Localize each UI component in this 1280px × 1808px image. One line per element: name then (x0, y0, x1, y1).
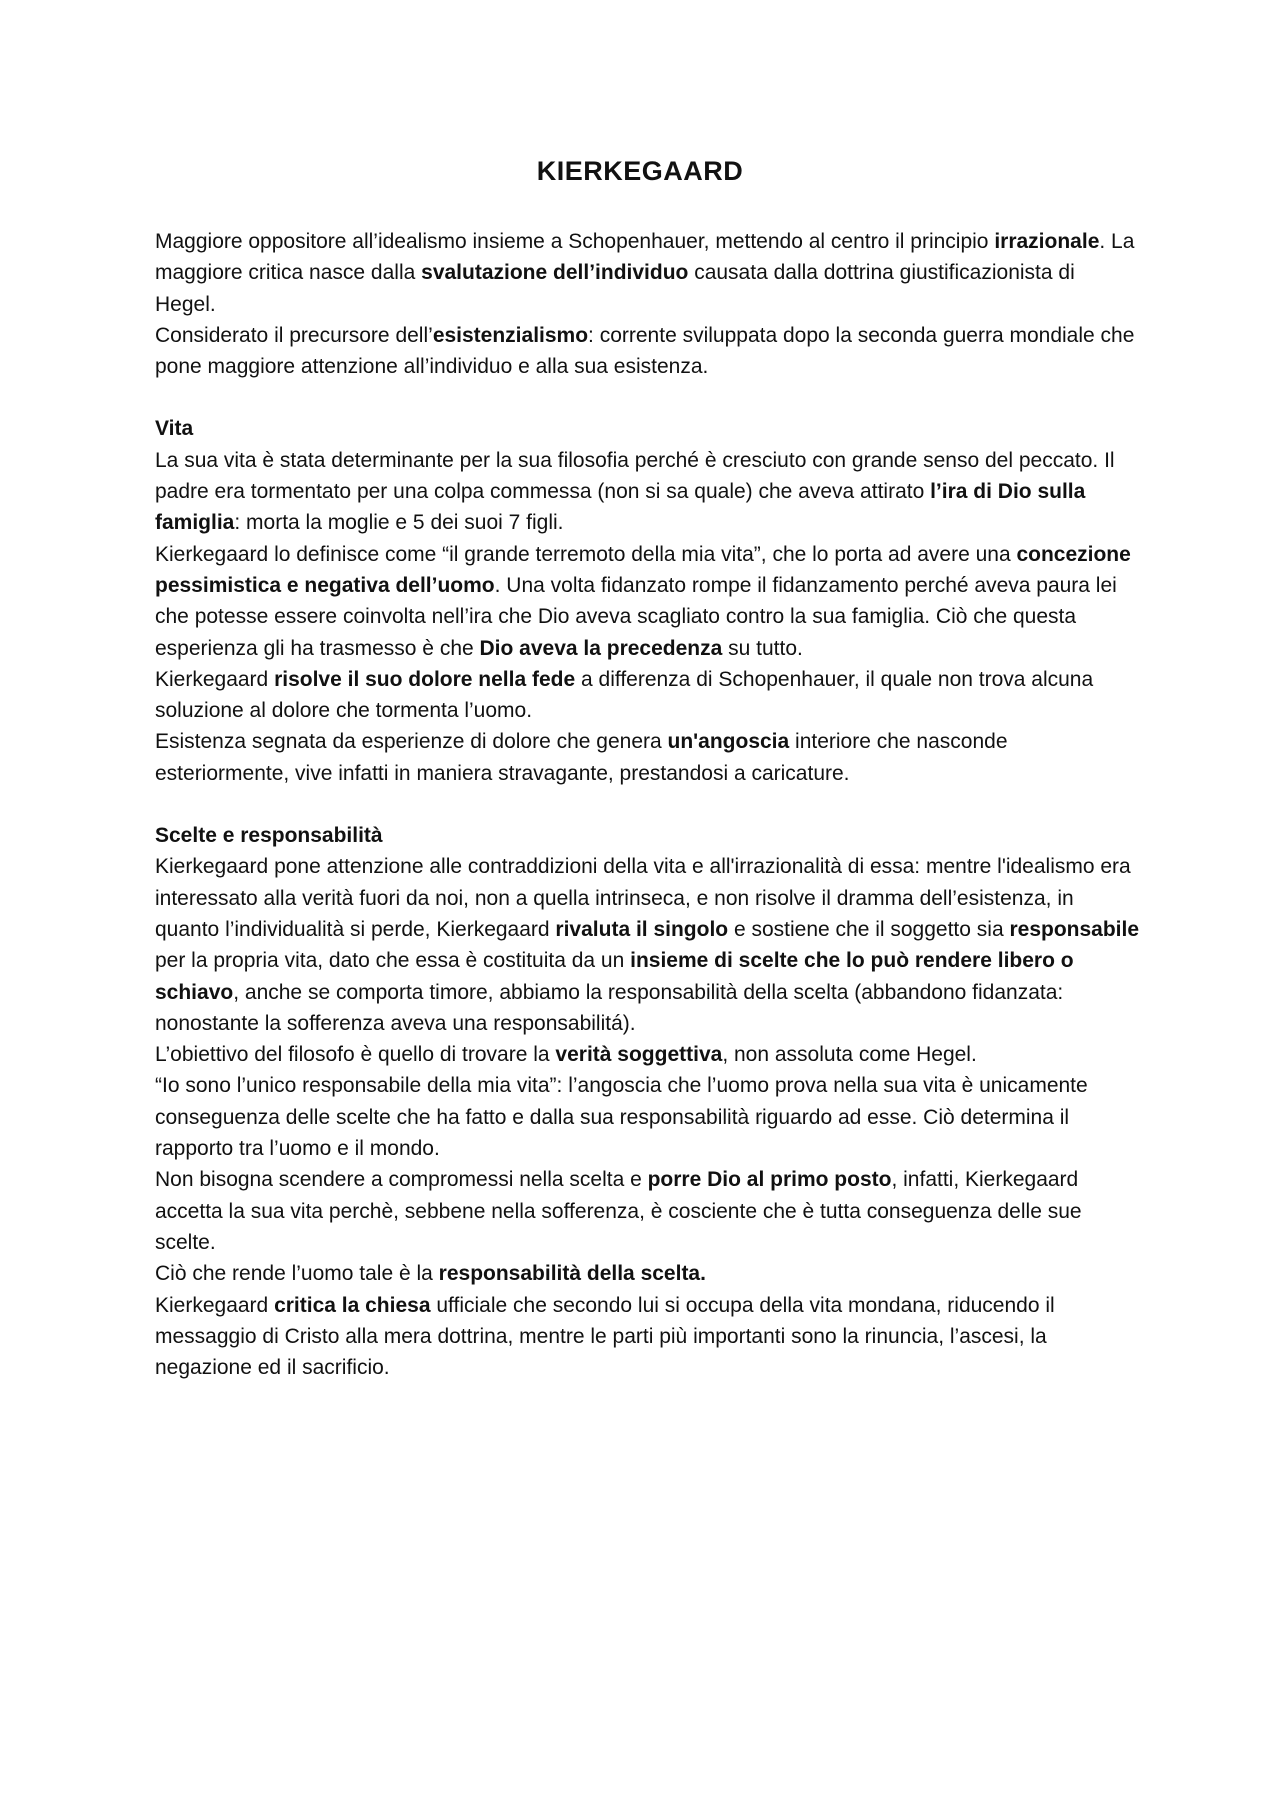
bold-text: Dio aveva la precedenza (479, 636, 723, 660)
text-run: L’obiettivo del filosofo è quello di trovare la (155, 1043, 556, 1067)
scelte-paragraph-5 (155, 1258, 1140, 1289)
text-run: Kierkegaard (155, 1293, 275, 1317)
text-run: ufficiale che secondo lui si occupa della vita mondana, riducendo il messaggio di Cristo alla mera dottrina, mentre le parti più importanti sono la rinuncia, l’ascesi, la negazione ed il sacrificio. (155, 1293, 1055, 1380)
scelte-paragraph-6 (155, 1290, 1140, 1384)
bold-text: responsabile (1009, 917, 1140, 941)
bold-text: critica la chiesa (274, 1293, 431, 1317)
text-run: Maggiore oppositore all’idealismo insieme a Schopenhauer, mettendo al centro il principio (155, 230, 995, 253)
scelte-paragraph-3 (155, 1070, 1140, 1164)
bold-text: insieme di scelte che lo può rendere libero o schiavo (155, 949, 1074, 1004)
scelte-paragraph-1 (155, 851, 1140, 1039)
text-run: causata dalla dottrina giustificazionista di Hegel. (155, 261, 1075, 316)
bold-text: irrazionale (994, 230, 1100, 253)
vita-paragraph-1 (155, 445, 1140, 539)
scelte-paragraph-4 (155, 1164, 1140, 1258)
text-run: e sostiene che il soggetto sia (728, 917, 1010, 941)
text-run: . Una volta fidanzato rompe il fidanzamento perché aveva paura lei che potesse essere coinvolta nell’ira che Dio aveva scagliato contro la sua famiglia. Ciò che questa esperienza gli ha trasmesso è che (155, 573, 1117, 660)
bold-text: risolve il suo dolore nella fede (274, 667, 576, 691)
vita-paragraph-2 (155, 539, 1140, 664)
intro-paragraph-1 (155, 226, 1140, 320)
text-run: : corrente sviluppata dopo la seconda guerra mondiale che pone maggiore attenzione all’individuo e alla sua esistenza. (155, 323, 1135, 379)
text-run: , non assoluta come Hegel. (722, 1043, 977, 1067)
document-body (155, 226, 1140, 1383)
paragraph-spacer (155, 789, 1140, 820)
text-run: Non bisogna scendere a compromessi nella scelta e (155, 1168, 648, 1192)
text-run: Kierkegaard pone attenzione alle contraddizioni della vita e all'irrazionalità di essa: mentre l'idealismo era interessato alla verità fuori da noi, non a quella intrinseca, e non risolve il dramma dell’esistenza, in quanto l’individualità si perde, Kierkegaard (155, 855, 1131, 941)
text-run: Considerato il precursore dell’ (155, 323, 433, 347)
bold-text: svalutazione dell’individuo (421, 261, 689, 285)
text-run: Kierkegaard lo definisce come “il grande terremoto della mia vita”, che lo porta ad avere una (155, 542, 1017, 566)
section-heading-scelte: Scelte e responsabilità (155, 824, 383, 848)
bold-text: porre Dio al primo posto (647, 1168, 892, 1192)
bold-text: rivaluta il singolo (555, 917, 729, 941)
intro-paragraph-2 (155, 320, 1140, 383)
bold-text: esistenzialismo (432, 323, 589, 347)
text-run: “Io sono l’unico responsabile della mia vita”: l’angoscia che l’uomo prova nella sua vita è unicamente conseguenza delle scelte che ha fatto e dalla sua responsabilità riguardo ad esse. Ciò determina il rapporto tra l’uomo e il mondo. (155, 1074, 1088, 1161)
text-run: , anche se comporta timore, abbiamo la responsabilità della scelta (abbandono fidanzata: nonostante la sofferenza aveva una responsabilitá). (155, 980, 1064, 1035)
text-run: Kierkegaard (155, 667, 275, 691)
bold-text: concezione pessimistica e negativa dell’uomo (155, 542, 1131, 597)
text-run: Ciò che rende l’uomo tale è la (155, 1262, 439, 1286)
document-title: KIERKEGAARD (536, 156, 744, 186)
bold-text: l’ira di Dio sulla famiglia (155, 480, 1086, 535)
section-heading-vita: Vita (155, 417, 194, 441)
scelte-paragraph-2 (155, 1039, 1140, 1070)
bold-text: verità soggettiva (555, 1043, 723, 1067)
text-run: : morta la moglie e 5 dei suoi 7 figli. (234, 511, 564, 535)
vita-paragraph-3 (155, 664, 1140, 727)
text-run: La sua vita è stata determinante per la sua filosofia perché è cresciuto con grande senso del peccato. Il padre era tormentato per una colpa commessa (non si sa quale) che aveva attirato (155, 448, 1115, 504)
vita-paragraph-4 (155, 726, 1140, 789)
text-run: a differenza di Schopenhauer, il quale non trova alcuna soluzione al dolore che tormenta l’uomo. (155, 667, 1094, 723)
text-run: Esistenza segnata da esperienze di dolore che genera (155, 730, 668, 754)
text-run: , infatti, Kierkegaard accetta la sua vita perchè, sebbene nella sofferenza, è cosciente che è tutta conseguenza delle sue scelte. (155, 1168, 1082, 1254)
bold-text: responsabilità della scelta. (438, 1262, 706, 1286)
text-run: su tutto. (722, 636, 803, 660)
text-run: per la propria vita, dato che essa è costituita da un (155, 949, 631, 973)
bold-text: un'angoscia (667, 730, 790, 754)
text-run: interiore che nasconde esteriormente, vive infatti in maniera stravagante, prestandosi a caricature. (155, 730, 1008, 785)
paragraph-spacer (155, 382, 1140, 413)
text-run: . La maggiore critica nasce dalla (155, 230, 1135, 285)
